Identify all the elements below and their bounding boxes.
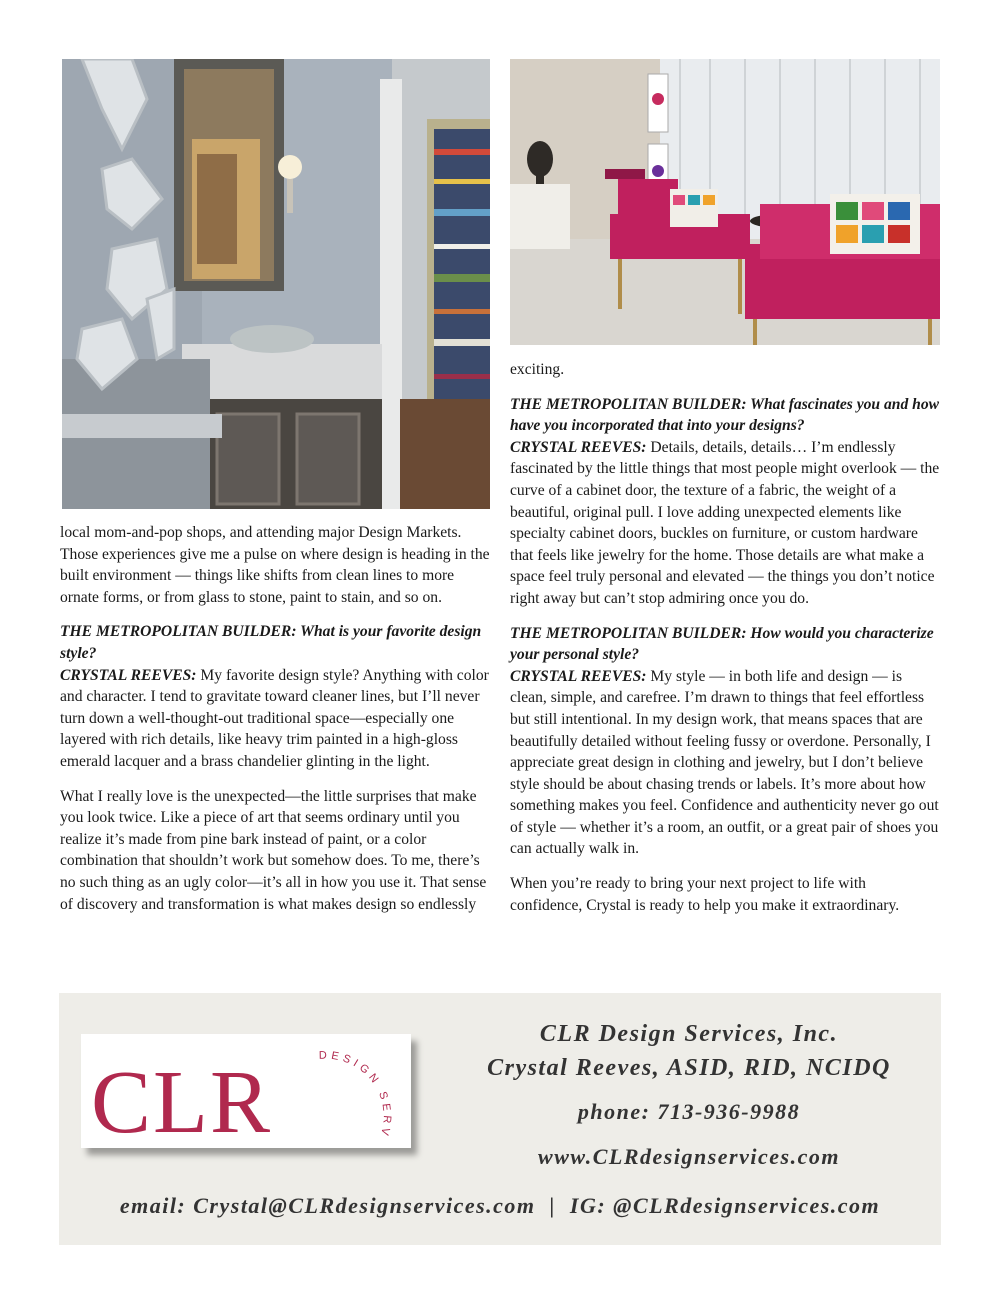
- phone-number: phone: 713-936-9988: [577, 1099, 801, 1124]
- qa-favorite-style: [60, 621, 492, 772]
- right-paragraph-1: exciting.: [510, 361, 565, 378]
- answer-favorite-style: My favorite design style? Anything with color and character. I tend to gravitate toward cleaner lines, but I’ll never turn down a well-thought-out traditional space—especially one layered with rich details, like heavy trim painted in a high-gloss emerald lacquer and a brass chandelier glinting in the light.: [60, 666, 489, 770]
- logo-wordmark: CLR: [91, 1053, 273, 1148]
- bathroom-photo: [62, 59, 490, 509]
- contact-person: Crystal Reeves, ASID, RID, NCIDQ: [487, 1055, 891, 1081]
- clr-logo: [81, 1034, 411, 1148]
- left-paragraph-1: local mom-and-pop shops, and attending major Design Markets. Those experiences give me a pulse on where design is heading in the built environment — things like shifts from clean lines to more ornate forms, or from glass to stone, paint to stain, and so on.: [60, 524, 490, 606]
- logo-arc-text: DESIGN SERV: [318, 1049, 393, 1141]
- contact-panel: [59, 993, 941, 1245]
- answer-label: CRYSTAL REEVES:: [510, 438, 647, 456]
- website-link[interactable]: www.CLRdesignservices.com: [538, 1144, 840, 1169]
- right-column: [510, 359, 942, 929]
- answer-fascinates: Details, details, details… I’m endlessly fascinated by the little things that most people might overlook — the curve of a cabinet door, the texture of a fabric, the weight of a beautiful, original pull. I love adding unexpected elements like specialty cabinet doors, buckles on furniture, or custom hardware that feels like jewelry for the home. Those details are what make a space feel truly personal and elevated — the things you don’t notice right away but can’t stop admiring once you do.: [510, 438, 940, 607]
- email-ig-line[interactable]: email: Crystal@CLRdesignservices.com | IG: @CLRdesignservices.com: [119, 1193, 881, 1218]
- left-column: [60, 522, 492, 928]
- question-favorite-style: THE METROPOLITAN BUILDER: What is your favorite design style?: [60, 623, 482, 662]
- left-paragraph-3: What I really love is the unexpected—the little surprises that make you look twice. Like a piece of art that seems ordinary until you realize it’s made from pine bark instead of paint, or a color combination that shouldn’t work but somehow does. To me, there’s no such thing as an ugly color—it’s all in how you use it. That sense of discovery and transformation is what makes design so endlessly: [60, 787, 487, 913]
- answer-label: CRYSTAL REEVES:: [510, 667, 647, 685]
- bedroom-photo: [510, 59, 940, 345]
- question-personal-style: THE METROPOLITAN BUILDER: How would you characterize your personal style?: [510, 624, 934, 664]
- qa-personal-style: [510, 623, 942, 861]
- answer-label: CRYSTAL REEVES:: [60, 666, 197, 684]
- qa-fascinates: [510, 394, 942, 610]
- closing-paragraph: When you’re ready to bring your next project to life with confidence, Crystal is ready to help you make it extraordinary.: [510, 875, 900, 914]
- answer-personal-style: My style — in both life and design — is clean, simple, and carefree. I’m drawn to things that feel effortless but still intentional. In my design work, that means spaces that are beautifully detailed without feeling fussy or overdone. Personally, I appreciate great design in clothing and jewelry, but I don’t believe style should be about chasing trends or labels. It’s more about how something makes you feel. Confidence and authenticity never go out of style — whether it’s a room, an outfit, or a great pair of shoes you can actually walk in.: [510, 667, 939, 858]
- company-name: CLR Design Services, Inc.: [539, 1021, 839, 1047]
- question-fascinates: THE METROPOLITAN BUILDER: What fascinates you and how have you incorporated that into your designs?: [510, 395, 940, 435]
